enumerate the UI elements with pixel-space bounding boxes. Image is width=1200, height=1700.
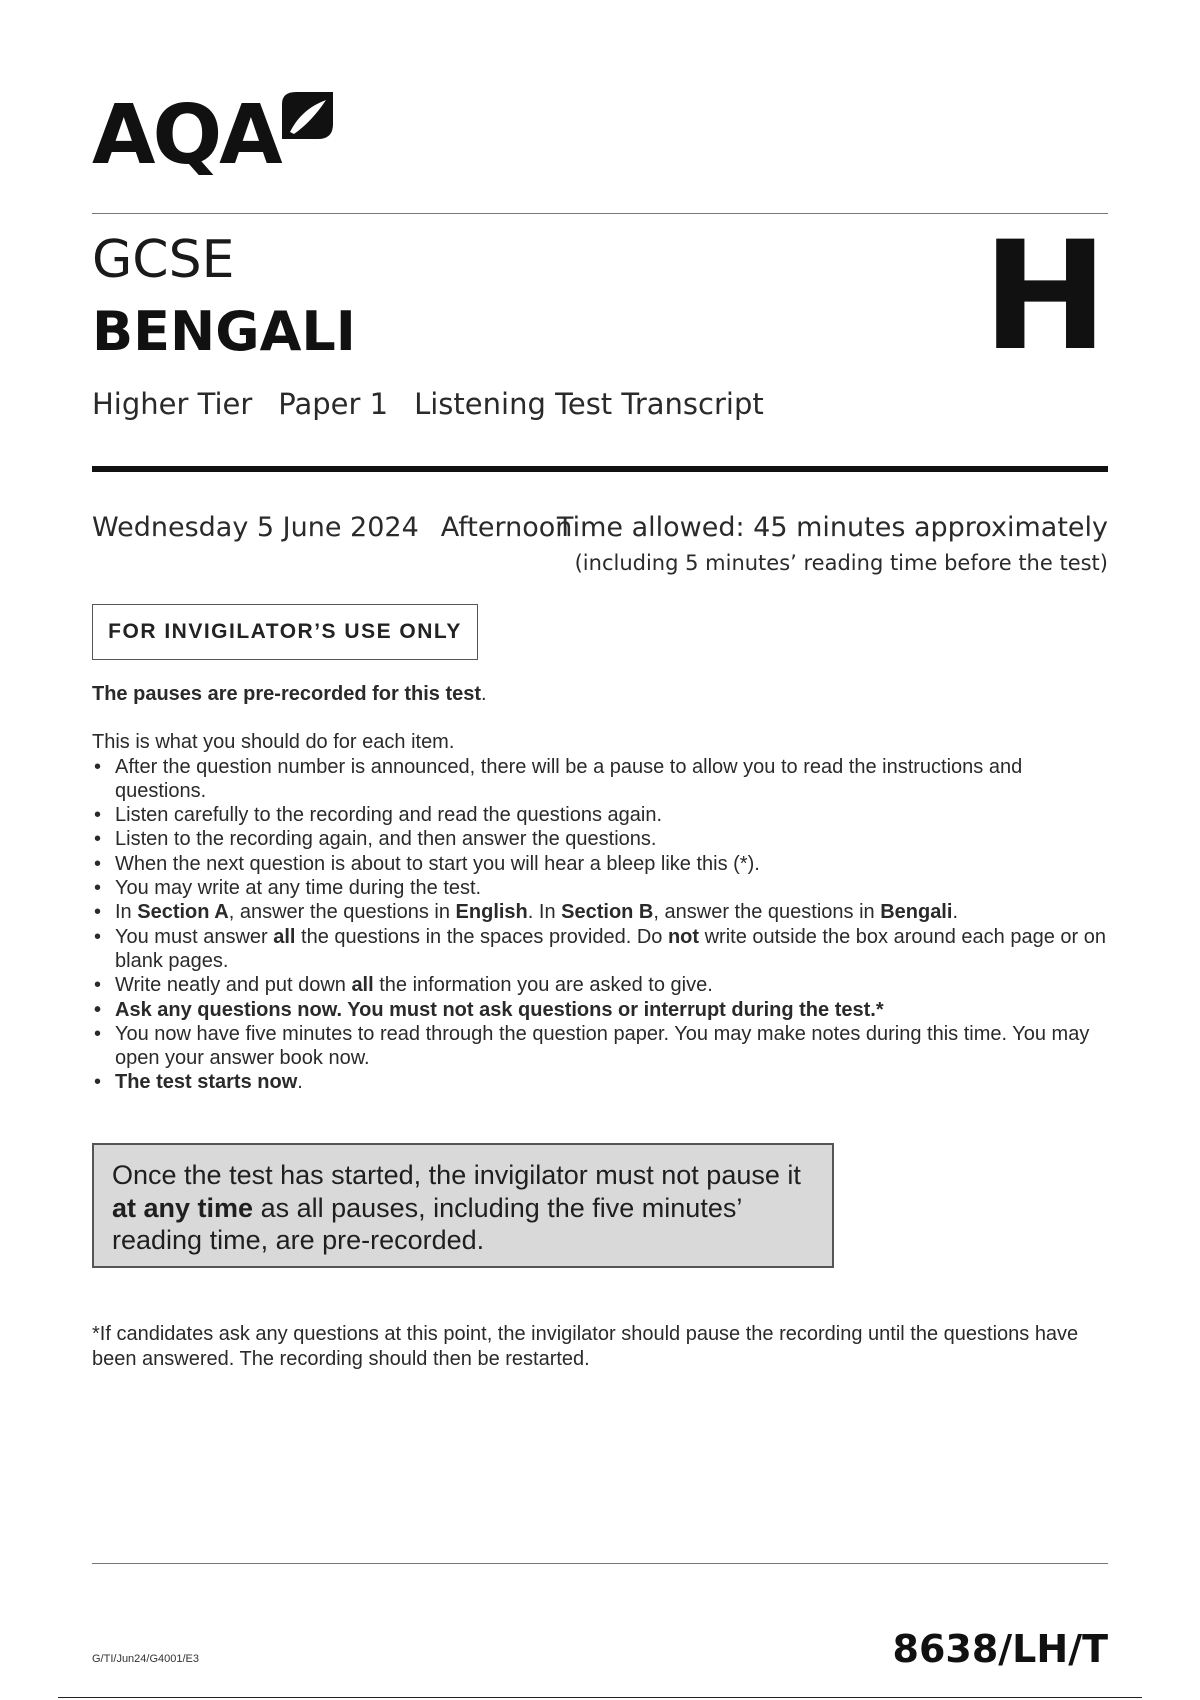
pre-recorded-note: The pauses are pre-recorded for this test. xyxy=(92,683,487,705)
footer-divider xyxy=(92,1563,1108,1564)
list-item: • Listen to the recording again, and then answer the questions. xyxy=(92,827,1108,851)
list-item: • Ask any questions now. You must not ask questions or interrupt during the test.* xyxy=(92,998,1108,1022)
time-allowed: Time allowed: 45 minutes approximately xyxy=(556,512,1108,543)
exam-session: Afternoon xyxy=(440,512,573,543)
job-code: G/TI/Jun24/G4001/E3 xyxy=(92,1653,200,1665)
qualification-title: GCSE xyxy=(92,230,235,290)
list-item: • You now have five minutes to read through the question paper. You may make notes during this time. You may open your answer book now. xyxy=(92,1022,1108,1071)
tier-letter: H xyxy=(982,210,1108,384)
instructions-intro: This is what you should do for each item. xyxy=(92,731,455,754)
list-item: • After the question number is announced, there will be a pause to allow you to read the instructions and questions. xyxy=(92,755,1108,804)
top-divider xyxy=(92,213,1108,214)
list-item: • Listen carefully to the recording and read the questions again. xyxy=(92,803,1108,827)
header-divider xyxy=(92,466,1108,472)
list-item: • In Section A, answer the questions in English. In Section B, answer the questions in Bengali. xyxy=(92,900,1108,924)
aqa-leaf-mark-icon xyxy=(282,90,334,140)
list-item: • You may write at any time during the test. xyxy=(92,876,1108,900)
paper-label: Paper 1 xyxy=(278,387,389,421)
footnote: *If candidates ask any questions at this point, the invigilator should pause the recording until the questions have been answered. The recording should then be restarted. xyxy=(92,1323,1079,1370)
invigilator-use-box: FOR INVIGILATOR’S USE ONLY xyxy=(92,604,478,660)
exam-date-line xyxy=(92,508,1108,548)
list-item: • The test starts now. xyxy=(92,1070,1108,1094)
list-item: • You must answer all the questions in the spaces provided. Do not write outside the box around each page or on blank pages. xyxy=(92,925,1108,974)
paper-subtitle xyxy=(92,384,790,424)
instruction-list xyxy=(92,755,1108,1095)
page-bottom-edge xyxy=(58,1697,1142,1698)
time-note: (including 5 minutes’ reading time before the test) xyxy=(574,551,1108,575)
instructions xyxy=(92,682,1108,1095)
paper-title: Listening Test Transcript xyxy=(414,387,764,421)
invigilator-notice-box: Once the test has started, the invigilator must not pause it at any time as all pauses, including the five minutes’ reading time, are pre-recorded. xyxy=(92,1143,834,1268)
list-item: • When the next question is about to start you will hear a bleep like this (*). xyxy=(92,852,1108,876)
subject-title: BENGALI xyxy=(92,300,356,363)
aqa-logo xyxy=(92,90,352,182)
tier-label: Higher Tier xyxy=(92,387,253,421)
paper-code: 8638/LH/T xyxy=(892,1627,1108,1671)
exam-date: Wednesday 5 June 2024 xyxy=(92,512,419,543)
list-item: • Write neatly and put down all the information you are asked to give. xyxy=(92,973,1108,997)
logo-text: AQA xyxy=(92,88,280,183)
